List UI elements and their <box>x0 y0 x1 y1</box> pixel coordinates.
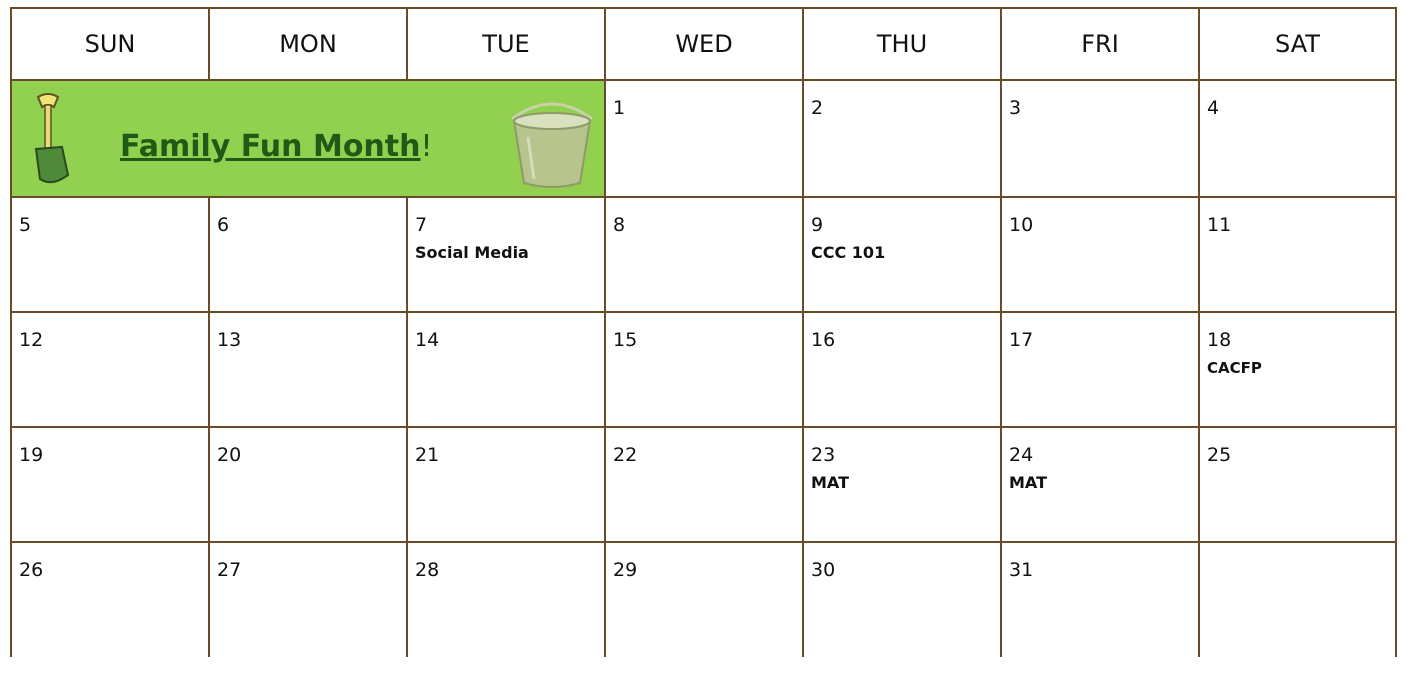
day-number: 6 <box>217 214 230 236</box>
event-label: Social Media <box>415 243 529 262</box>
day-number: 29 <box>613 559 638 581</box>
day-number: 16 <box>811 329 836 351</box>
day-cell <box>11 542 209 657</box>
day-cell <box>1199 312 1396 427</box>
day-cell <box>407 427 605 542</box>
day-number: 1 <box>613 97 626 119</box>
day-number: 5 <box>19 214 32 236</box>
day-cell <box>11 197 209 312</box>
weekday-fri: FRI <box>1001 8 1199 80</box>
banner-title <box>120 129 433 164</box>
banner-title-suffix: ! <box>420 129 433 164</box>
day-cell <box>1001 542 1199 657</box>
day-number: 20 <box>217 444 242 466</box>
day-cell <box>1199 197 1396 312</box>
day-cell <box>1001 312 1199 427</box>
day-cell <box>605 80 803 197</box>
day-number: 14 <box>415 329 440 351</box>
weekday-mon: MON <box>209 8 407 80</box>
event-label: MAT <box>1009 473 1047 492</box>
day-number: 19 <box>19 444 44 466</box>
day-cell <box>605 197 803 312</box>
day-cell <box>803 427 1001 542</box>
day-cell <box>803 542 1001 657</box>
day-number: 24 <box>1009 444 1034 466</box>
day-number: 9 <box>811 214 824 236</box>
banner-title-text: Family Fun Month <box>120 129 421 164</box>
day-cell <box>11 427 209 542</box>
day-cell-empty <box>1199 542 1396 657</box>
bucket-icon <box>504 97 600 189</box>
calendar-grid <box>10 7 1397 657</box>
day-number: 3 <box>1009 97 1022 119</box>
weekday-header-row <box>11 8 1396 80</box>
weekday-thu: THU <box>803 8 1001 80</box>
week-row-1 <box>11 80 1396 197</box>
day-cell <box>803 197 1001 312</box>
weekday-sat: SAT <box>1199 8 1396 80</box>
day-number: 27 <box>217 559 242 581</box>
day-cell <box>803 80 1001 197</box>
day-cell <box>407 542 605 657</box>
event-label: CACFP <box>1207 359 1262 377</box>
day-number: 25 <box>1207 444 1232 466</box>
event-label: CCC 101 <box>811 243 886 262</box>
day-number: 13 <box>217 329 242 351</box>
day-cell <box>605 427 803 542</box>
day-number: 15 <box>613 329 638 351</box>
week-row-5 <box>11 542 1396 657</box>
day-cell <box>605 312 803 427</box>
day-cell <box>209 312 407 427</box>
event-label: MAT <box>811 473 849 492</box>
day-cell <box>209 197 407 312</box>
day-number: 2 <box>811 97 824 119</box>
day-cell <box>11 312 209 427</box>
day-number: 8 <box>613 214 626 236</box>
week-row-4 <box>11 427 1396 542</box>
week-row-3 <box>11 312 1396 427</box>
day-cell <box>1001 197 1199 312</box>
day-cell <box>209 427 407 542</box>
day-number: 7 <box>415 214 428 236</box>
weekday-wed: WED <box>605 8 803 80</box>
shovel-icon <box>24 91 88 187</box>
day-number: 21 <box>415 444 440 466</box>
day-cell <box>1001 80 1199 197</box>
day-number: 28 <box>415 559 440 581</box>
day-number: 26 <box>19 559 44 581</box>
day-cell <box>209 542 407 657</box>
day-number: 22 <box>613 444 638 466</box>
day-number: 17 <box>1009 329 1034 351</box>
day-number: 31 <box>1009 559 1034 581</box>
day-number: 10 <box>1009 214 1034 236</box>
day-number: 23 <box>811 444 836 466</box>
month-banner <box>11 80 605 197</box>
day-number: 12 <box>19 329 44 351</box>
weekday-tue: TUE <box>407 8 605 80</box>
day-number: 11 <box>1207 214 1232 236</box>
day-number: 4 <box>1207 97 1220 119</box>
day-cell <box>407 197 605 312</box>
week-row-2 <box>11 197 1396 312</box>
weekday-sun: SUN <box>11 8 209 80</box>
day-number: 30 <box>811 559 836 581</box>
day-cell <box>1199 427 1396 542</box>
day-cell <box>1199 80 1396 197</box>
day-number: 18 <box>1207 329 1232 351</box>
day-cell <box>1001 427 1199 542</box>
day-cell <box>803 312 1001 427</box>
day-cell <box>407 312 605 427</box>
day-cell <box>605 542 803 657</box>
